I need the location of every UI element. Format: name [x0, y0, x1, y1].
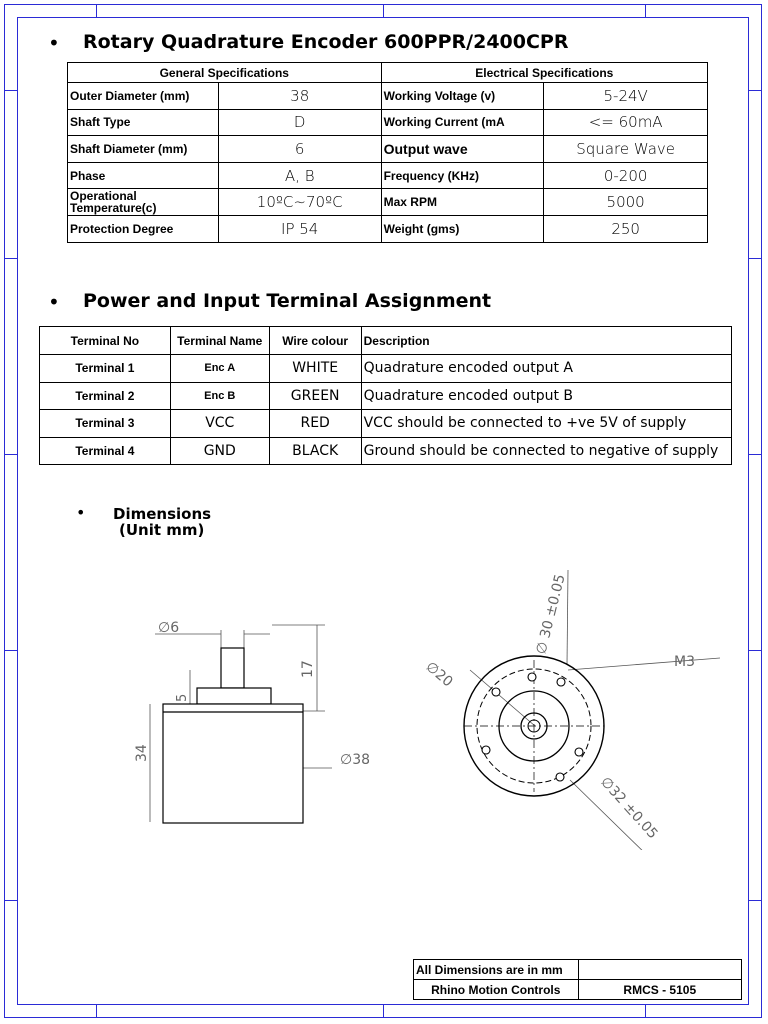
dimensions-unit: (Unit mm) [119, 521, 205, 539]
dia20-label: ∅20 [422, 658, 456, 691]
terminal-no: Terminal 1 [40, 355, 171, 383]
frame-tick [383, 1005, 384, 1018]
spec-row [68, 83, 708, 110]
bullet: • [48, 31, 60, 55]
company-name: Rhino Motion Controls [414, 980, 579, 1000]
title-block [413, 959, 742, 1000]
frame-tick [4, 900, 17, 901]
spec-label: Working Current (mA [381, 109, 544, 136]
spec-value: <= 60mA [544, 109, 708, 136]
frame-tick [4, 454, 17, 455]
frame-tick [749, 258, 762, 259]
col-header: Terminal Name [170, 327, 269, 355]
spec-value: A, B [218, 162, 381, 189]
terminal-name: VCC [170, 410, 269, 438]
frame-tick [383, 4, 384, 17]
frame-tick [749, 650, 762, 651]
dimensions-heading: Dimensions [113, 505, 212, 523]
frame-tick [645, 1005, 646, 1018]
spec-row [68, 136, 708, 163]
spec-value: 6 [218, 136, 381, 163]
side-view-drawing [120, 600, 390, 840]
spec-value: 38 [218, 83, 381, 110]
spec-label: Shaft Diameter (mm) [68, 136, 219, 163]
spec-row [68, 215, 708, 242]
terminal-description: Quadrature encoded output B [361, 382, 731, 410]
wire-colour: WHITE [269, 355, 361, 383]
spec-row [68, 109, 708, 136]
spec-value: D [218, 109, 381, 136]
frame-tick [96, 4, 97, 17]
specifications-table [67, 62, 708, 243]
title-block-row [414, 980, 742, 1000]
terminal-name: Enc B [170, 382, 269, 410]
terminal-name: GND [170, 437, 269, 465]
dimensions-note: All Dimensions are in mm [414, 960, 579, 980]
wire-colour: RED [269, 410, 361, 438]
spec-label: Max RPM [381, 189, 544, 216]
terminal-table [39, 326, 732, 465]
bullet: • [48, 290, 60, 314]
title-block-row [414, 960, 742, 980]
bullet: • [76, 503, 86, 522]
spec-value: 250 [544, 215, 708, 242]
spec-label: Phase [68, 162, 219, 189]
spec-header-row [68, 63, 708, 83]
height-label: 34 [134, 744, 150, 762]
front-view-drawing [410, 560, 730, 850]
frame-tick [749, 90, 762, 91]
spec-label: Frequency (KHz) [381, 162, 544, 189]
spec-value: 5-24V [544, 83, 708, 110]
frame-tick [749, 900, 762, 901]
frame-tick [645, 4, 646, 17]
terminal-description: VCC should be connected to +ve 5V of supply [361, 410, 731, 438]
m3-label: M3 [674, 654, 695, 670]
spec-label: Outer Diameter (mm) [68, 83, 219, 110]
frame-tick [96, 1005, 97, 1018]
col-header: Description [361, 327, 731, 355]
frame-tick [749, 454, 762, 455]
pcd32-label: ∅32 ±0.05 [597, 773, 661, 843]
spec-label: Protection Degree [68, 215, 219, 242]
spec-label: Output wave [381, 136, 544, 163]
terminal-no: Terminal 4 [40, 437, 171, 465]
pcd30-label: ∅ 30 ±0.05 [533, 572, 569, 656]
spec-value: 10ºC~70ºC [218, 189, 381, 216]
terminal-name: Enc A [170, 355, 269, 383]
terminal-heading: Power and Input Terminal Assignment [83, 290, 492, 312]
terminal-description: Ground should be connected to negative of supply [361, 437, 731, 465]
col-header: Wire colour [269, 327, 361, 355]
boss-height-label: 5 [175, 693, 190, 702]
terminal-no: Terminal 3 [40, 410, 171, 438]
electrical-spec-header: Electrical Specifications [381, 63, 707, 83]
col-header: Terminal No [40, 327, 171, 355]
spec-row [68, 189, 708, 216]
spec-value: Square Wave [544, 136, 708, 163]
spec-value: 5000 [544, 189, 708, 216]
spec-value: IP 54 [218, 215, 381, 242]
spec-value: 0-200 [544, 162, 708, 189]
terminal-row [40, 382, 732, 410]
part-code: RMCS - 5105 [578, 980, 741, 1000]
general-spec-header: General Specifications [68, 63, 382, 83]
wire-colour: BLACK [269, 437, 361, 465]
terminal-header-row [40, 327, 732, 355]
spec-label: Shaft Type [68, 109, 219, 136]
wire-colour: GREEN [269, 382, 361, 410]
terminal-description: Quadrature encoded output A [361, 355, 731, 383]
page-title: Rotary Quadrature Encoder 600PPR/2400CPR [83, 31, 569, 53]
frame-tick [4, 650, 17, 651]
outer-dia-label: ∅38 [340, 752, 371, 768]
spec-label: Operational Temperature(c) [68, 189, 219, 216]
terminal-row [40, 410, 732, 438]
shaft-len-label: 17 [300, 660, 316, 678]
title-block-blank [578, 960, 741, 980]
shaft-dia-label: ∅6 [158, 620, 180, 636]
spec-label: Working Voltage (v) [381, 83, 544, 110]
spec-label: Weight (gms) [381, 215, 544, 242]
frame-tick [4, 258, 17, 259]
frame-tick [4, 90, 17, 91]
terminal-no: Terminal 2 [40, 382, 171, 410]
terminal-row [40, 355, 732, 383]
terminal-row [40, 437, 732, 465]
spec-row [68, 162, 708, 189]
